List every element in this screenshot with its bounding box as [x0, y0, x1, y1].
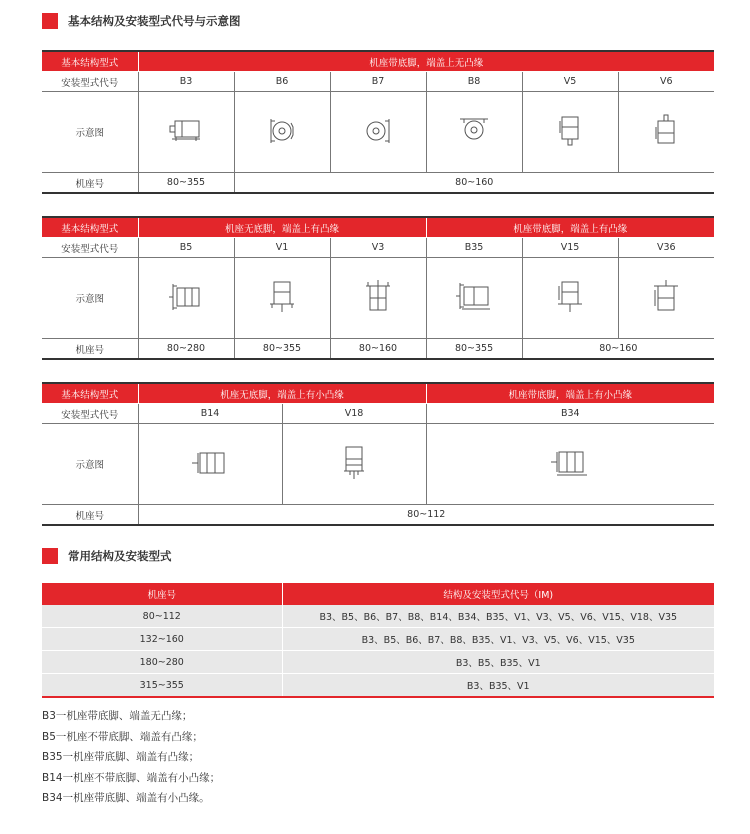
note-item: B14一机座不带底脚、端盖有小凸缘； — [42, 771, 221, 784]
table-basic-flange — [42, 216, 714, 360]
structure-group: 机座带底脚，端盖上有凸缘 — [426, 217, 714, 238]
row-codes: B3、B5、B6、B7、B8、B14、B34、B35、V1、V3、V5、V6、V15、V18、V35 — [282, 605, 714, 628]
motor-b8-icon — [456, 115, 492, 147]
motor-v15-icon — [555, 278, 585, 316]
diagram-cell — [426, 92, 522, 173]
code-cell: B5 — [138, 238, 234, 258]
red-square-marker — [42, 13, 58, 29]
row-frame: 80~112 — [42, 605, 282, 628]
motor-b5-icon — [167, 280, 205, 314]
row-codes: B3、B5、B35、V1 — [282, 651, 714, 674]
install-code-label: 安装型式代号 — [42, 404, 138, 424]
diagram-cell — [522, 92, 618, 173]
motor-b35-icon — [454, 279, 494, 315]
table-basic-small-flange — [42, 382, 714, 526]
frame-label: 机座号 — [42, 505, 138, 526]
structure-label: 基本结构型式 — [42, 383, 138, 404]
frame-value: 80~355 — [426, 339, 522, 360]
table-row — [42, 651, 714, 674]
diagram-cell — [138, 92, 234, 173]
frame-value: 80~112 — [138, 505, 714, 526]
section-title-basic: 基本结构及安装型式代号与示意图 — [42, 13, 241, 29]
code-cell: V18 — [282, 404, 426, 424]
diagram-cell — [522, 258, 618, 339]
structure-label: 基本结构型式 — [42, 51, 138, 72]
note-item: B34一机座带底脚、端盖有小凸缘。 — [42, 792, 210, 804]
diagram-cell — [330, 92, 426, 173]
structure-group: 机座无底脚，端盖上有凸缘 — [138, 217, 426, 238]
frame-value: 80~280 — [138, 339, 234, 360]
diagram-label: 示意图 — [42, 424, 138, 505]
code-cell: B34 — [426, 404, 714, 424]
structure-label: 基本结构型式 — [42, 217, 138, 238]
note-item: B5一机座不带底脚、端盖有凸缘； — [42, 730, 203, 743]
code-cell: V5 — [522, 72, 618, 92]
code-cell: B3 — [138, 72, 234, 92]
diagram-cell — [138, 424, 282, 505]
code-cell: V1 — [234, 238, 330, 258]
code-cell: B8 — [426, 72, 522, 92]
header-frame: 机座号 — [42, 583, 282, 605]
header-codes: 结构及安装型式代号（IM) — [282, 583, 714, 605]
frame-value: 80~160 — [234, 173, 714, 194]
install-code-label: 安装型式代号 — [42, 238, 138, 258]
code-cell: V15 — [522, 238, 618, 258]
diagram-cell — [618, 258, 714, 339]
motor-b3-icon — [166, 116, 206, 146]
diagram-cell — [234, 258, 330, 339]
diagram-cell — [426, 424, 714, 505]
code-cell: B35 — [426, 238, 522, 258]
motor-v1-icon — [267, 278, 297, 316]
diagram-label: 示意图 — [42, 258, 138, 339]
structure-group: 机座带底脚，端盖上无凸缘 — [138, 51, 714, 72]
section-title-common: 常用结构及安装型式 — [42, 548, 172, 564]
diagram-label: 示意图 — [42, 92, 138, 173]
motor-b6-icon — [267, 113, 297, 149]
notes-list — [42, 706, 220, 809]
structure-group: 机座带底脚，端盖上有小凸缘 — [426, 383, 714, 404]
motor-v18-icon — [339, 443, 369, 483]
row-frame: 315~355 — [42, 674, 282, 698]
row-codes: B3、B5、B6、B7、B8、B35、V1、V3、V5、V6、V15、V35 — [282, 628, 714, 651]
diagram-cell — [138, 258, 234, 339]
row-codes: B3、B35、V1 — [282, 674, 714, 698]
motor-v36-icon — [651, 278, 681, 316]
table-row — [42, 605, 714, 628]
frame-value: 80~160 — [330, 339, 426, 360]
install-code-label: 安装型式代号 — [42, 72, 138, 92]
frame-value: 80~355 — [138, 173, 234, 194]
code-cell: V3 — [330, 238, 426, 258]
table-basic-foot-no-flange — [42, 50, 714, 194]
frame-value: 80~160 — [522, 339, 714, 360]
diagram-cell — [426, 258, 522, 339]
note-item: B35一机座带底脚、端盖有凸缘； — [42, 751, 200, 763]
motor-v3-icon — [363, 278, 393, 316]
code-cell: B6 — [234, 72, 330, 92]
motor-v5-icon — [558, 113, 582, 149]
diagram-cell — [618, 92, 714, 173]
note-item: B3一机座带底脚、端盖无凸缘； — [42, 710, 193, 722]
structure-group: 机座无底脚，端盖上有小凸缘 — [138, 383, 426, 404]
frame-label: 机座号 — [42, 173, 138, 194]
row-frame: 180~280 — [42, 651, 282, 674]
code-cell: B7 — [330, 72, 426, 92]
row-frame: 132~160 — [42, 628, 282, 651]
motor-b34-icon — [549, 446, 591, 480]
red-square-marker — [42, 548, 58, 564]
table-row — [42, 674, 714, 698]
frame-label: 机座号 — [42, 339, 138, 360]
diagram-cell — [282, 424, 426, 505]
motor-b7-icon — [361, 114, 395, 148]
code-cell: B14 — [138, 404, 282, 424]
code-cell: V6 — [618, 72, 714, 92]
code-cell: V36 — [618, 238, 714, 258]
motor-b14-icon — [190, 447, 230, 479]
table-row — [42, 628, 714, 651]
diagram-cell — [234, 92, 330, 173]
diagram-cell — [330, 258, 426, 339]
table-common-structures — [42, 583, 714, 698]
motor-v6-icon — [654, 113, 678, 149]
frame-value: 80~355 — [234, 339, 330, 360]
